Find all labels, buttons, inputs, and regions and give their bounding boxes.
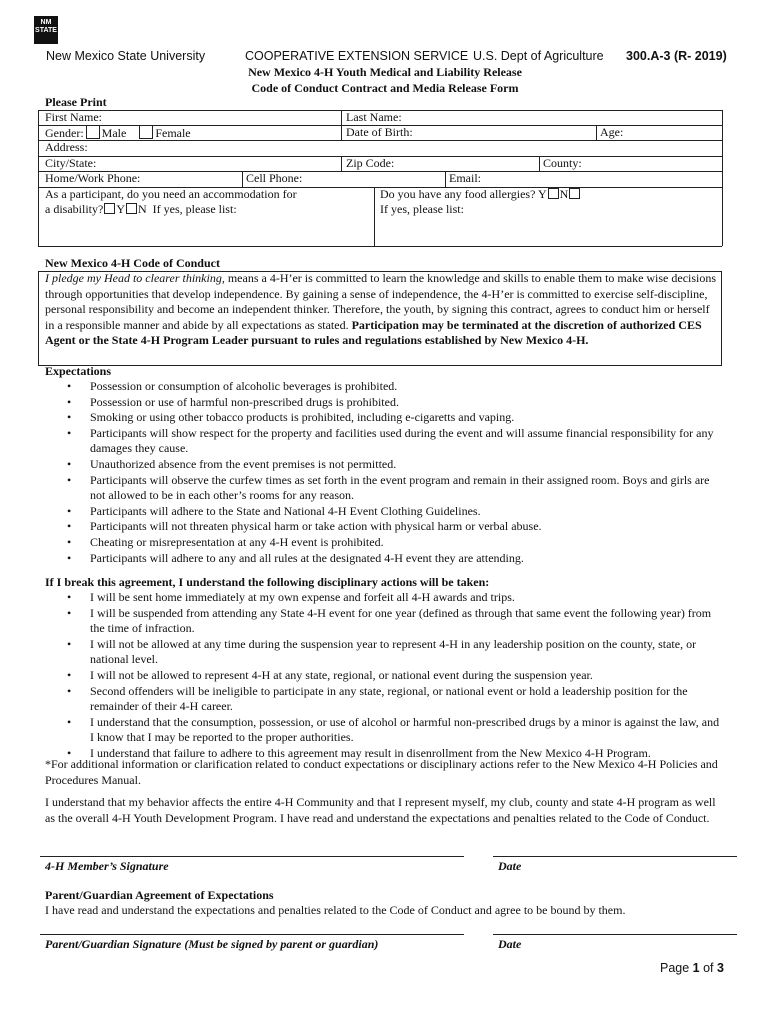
service-name: COOPERATIVE EXTENSION SERVICE: [245, 49, 469, 63]
expectation-item-text: Participants will show respect for the property and facilities used during the event and will assume financial responsibility for any damages they cause.: [90, 425, 714, 456]
parent-signature-label: Parent/Guardian Signature (Must be signed by parent or guardian): [45, 937, 379, 951]
please-print-label: Please Print: [45, 95, 107, 109]
expectation-item: [45, 519, 725, 535]
parent-signature-line[interactable]: [40, 934, 464, 935]
last-name-field[interactable]: Last Name:: [346, 110, 402, 124]
food-allergy-label: Do you have any food allergies? Y: [380, 187, 547, 201]
bullet-icon: •: [67, 667, 72, 682]
form-title-2: Code of Conduct Contract and Media Release Form: [251, 81, 519, 95]
expectation-item: [45, 535, 725, 551]
discipline-list: [45, 590, 725, 762]
cell-phone-field[interactable]: Cell Phone:: [246, 171, 303, 185]
member-date-label: Date: [498, 859, 522, 873]
bullet-icon: •: [67, 683, 72, 698]
expectations-list: [45, 379, 725, 566]
food-allergy-yes-checkbox[interactable]: [548, 188, 559, 199]
form-title-1: New Mexico 4-H Youth Medical and Liability Release: [248, 65, 522, 79]
page-number: [660, 961, 724, 975]
policy-footnote: *For additional information or clarification related to conduct expectations or disciplinary actions refer to the New Mexico 4-H Policies and Procedures Manual.: [45, 757, 718, 787]
pledge-italic: I pledge my Head to clearer thinking,: [45, 271, 225, 285]
expectation-item: [45, 551, 725, 567]
pledge-termination: Participation may be terminated at the discretion of authorized CES Agent or the State 4-H Program Leader pursuant to rules and regulations established by New Mexico 4-H.: [45, 317, 702, 348]
bullet-icon: •: [67, 472, 72, 487]
discipline-item: [45, 637, 725, 668]
member-signature-label: 4-H Member’s Signature: [45, 859, 169, 873]
discipline-item: [45, 715, 725, 746]
parent-agreement-heading: Parent/Guardian Agreement of Expectations: [45, 888, 274, 902]
no-label: N: [138, 202, 147, 216]
accommodation-answer: [45, 202, 237, 217]
bullet-icon: •: [67, 394, 72, 409]
discipline-item-text: I understand that failure to adhere to this agreement may result in disenrollment from the New Mexico 4-H Program.: [90, 745, 651, 760]
expectation-item-text: Unauthorized absence from the event premises is not permitted.: [90, 456, 397, 471]
expectation-item: [45, 410, 725, 426]
accommodation-disability-label: a disability?: [45, 202, 104, 216]
expectation-item: [45, 379, 725, 395]
parent-date-label: Date: [498, 937, 522, 951]
bullet-icon: •: [67, 534, 72, 549]
page-total: 3: [717, 961, 724, 975]
form-border-bottom: [38, 246, 722, 247]
expectation-item-text: Participants will adhere to the State and National 4-H Event Clothing Guidelines.: [90, 503, 481, 518]
bullet-icon: •: [67, 605, 72, 620]
bullet-icon: •: [67, 636, 72, 651]
discipline-item-text: I will be sent home immediately at my own expense and forfeit all 4-H awards and trips.: [90, 590, 515, 604]
code-of-conduct-text: [45, 271, 717, 349]
female-label: Female: [155, 126, 191, 140]
form-col-line: [539, 156, 540, 171]
form-row-line: [38, 171, 722, 172]
expectation-item-text: Participants will observe the curfew times as set forth in the event program and remain in their assigned room. Boys and girls are not allowed to be in each other’s rooms for any reason.: [90, 472, 710, 503]
accommodation-yes-checkbox[interactable]: [104, 203, 115, 214]
form-col-line: [341, 110, 342, 141]
age-field[interactable]: Age:: [600, 125, 624, 139]
bullet-icon: •: [67, 519, 72, 534]
bullet-icon: •: [67, 410, 72, 425]
expectation-item-text: Smoking or using other tobacco products is prohibited, including e-cigaretts and vaping.: [90, 410, 515, 425]
parent-date-line[interactable]: [493, 934, 737, 935]
bullet-icon: •: [67, 590, 72, 604]
email-field[interactable]: Email:: [449, 171, 481, 185]
pledge-body: means a 4-H’er is committed to learn the knowledge and skills to enable them to make wise decisions through opportunities that develop independence. By gaining a sense of independence, the 4-H’er is committed to exercise self-discipline, personal responsibility and become an independent thinker. Therefore, the youth, by signing this contract, agrees to conduct him or herself in a responsible manner and abide by all expectations as stated.: [45, 271, 717, 332]
page-of: of: [699, 961, 717, 975]
female-checkbox[interactable]: [139, 125, 153, 139]
university-name: New Mexico State University: [46, 49, 206, 63]
home-phone-field[interactable]: Home/Work Phone:: [45, 171, 141, 185]
discipline-item: [45, 606, 725, 637]
male-label: Male: [101, 126, 127, 140]
accommodation-question: As a participant, do you need an accommodation for: [45, 187, 297, 201]
expectation-item-text: Possession or use of harmful non-prescribed drugs is prohibited.: [90, 394, 399, 409]
form-col-line: [445, 171, 446, 187]
page-prefix: Page: [660, 961, 693, 975]
discipline-item: [45, 590, 725, 606]
expectation-item: [45, 426, 725, 457]
accommodation-no-checkbox[interactable]: [126, 203, 137, 214]
member-date-line[interactable]: [493, 856, 737, 857]
discipline-item-text: I will be suspended from attending any State 4-H event for one year (defined as through that same event the following year) from the time of infraction.: [90, 605, 712, 636]
expectation-item-text: Cheating or misrepresentation at any 4-H event is prohibited.: [90, 534, 384, 549]
dept-name: U.S. Dept of Agriculture: [473, 49, 604, 63]
discipline-item: [45, 668, 725, 684]
expectation-item: [45, 395, 725, 411]
yes-label: Y: [116, 202, 125, 216]
form-col-line: [242, 171, 243, 187]
no-label: N: [559, 187, 569, 201]
parent-agreement-text: I have read and understand the expectations and penalties related to the Code of Conduct and agree to be bound by them.: [45, 903, 626, 917]
bullet-icon: •: [67, 745, 72, 760]
discipline-item-text: Second offenders will be ineligible to participate in any state, regional, or national event or hold a leadership position for the remainder of their 4-H career.: [90, 683, 688, 714]
address-field[interactable]: Address:: [45, 140, 88, 154]
expectation-item-text: Possession or consumption of alcoholic beverages is prohibited.: [90, 379, 398, 393]
food-allergy-list-label: If yes, please list:: [380, 202, 464, 216]
expectation-item: [45, 504, 725, 520]
gender-label: Gender:: [45, 126, 84, 140]
bullet-icon: •: [67, 550, 72, 565]
dob-field[interactable]: Date of Birth:: [346, 125, 413, 139]
code-of-conduct-heading: New Mexico 4-H Code of Conduct: [45, 256, 220, 270]
expectation-item: [45, 473, 725, 504]
food-allergy-question: [380, 187, 581, 202]
nmsu-logo: NM STATE: [34, 16, 58, 44]
bullet-icon: •: [67, 379, 72, 393]
agreement-statement: I understand that my behavior affects the entire 4-H Community and that I represent myself, my club, county and state 4-H program as well as the overall 4-H Youth Development Program. I have read and understand the expectations and penalties related to the Code of Conduct.: [45, 795, 716, 825]
form-col-line: [341, 156, 342, 171]
form-col-line: [596, 125, 597, 140]
member-signature-line[interactable]: [40, 856, 464, 857]
discipline-item-text: I will not be allowed at any time during the suspension year to represent 4-H in any leadership position on the county, state, or national level.: [90, 636, 697, 667]
male-checkbox[interactable]: [86, 125, 100, 139]
food-allergy-no-checkbox[interactable]: [569, 188, 580, 199]
zip-code-field[interactable]: Zip Code:: [346, 156, 395, 170]
first-name-field[interactable]: First Name:: [45, 110, 102, 124]
bullet-icon: •: [67, 456, 72, 471]
expectation-item-text: Participants will not threaten physical harm or take action with physical harm or verbal abuse.: [90, 519, 542, 534]
expectations-heading: Expectations: [45, 364, 111, 378]
form-border-right: [722, 110, 723, 246]
discipline-item-text: I will not be allowed to represent 4-H at any state, regional, or national event during the suspension year.: [90, 667, 593, 682]
bullet-icon: •: [67, 425, 72, 440]
expectation-item: [45, 457, 725, 473]
accommodation-list-label: If yes, please list:: [152, 202, 237, 216]
form-id: 300.A-3 (R- 2019): [626, 49, 727, 63]
bullet-icon: •: [67, 714, 72, 729]
discipline-heading: If I break this agreement, I understand the following disciplinary actions will be taken:: [45, 575, 490, 589]
page-current: 1: [692, 961, 700, 975]
form-border-left: [38, 110, 39, 246]
form-col-line: [374, 187, 375, 246]
bullet-icon: •: [67, 503, 72, 518]
discipline-item-text: I understand that the consumption, possession, or use of alcohol or harmful non-prescribed drugs by a minor is against the law, and I know that I may be reported to the proper authorities.: [90, 714, 720, 745]
county-field[interactable]: County:: [543, 156, 582, 170]
city-state-field[interactable]: City/State:: [45, 156, 97, 170]
discipline-item: [45, 684, 725, 715]
gender-field: [45, 125, 191, 141]
expectation-item-text: Participants will adhere to any and all rules at the designated 4-H event they are attending.: [90, 550, 524, 565]
